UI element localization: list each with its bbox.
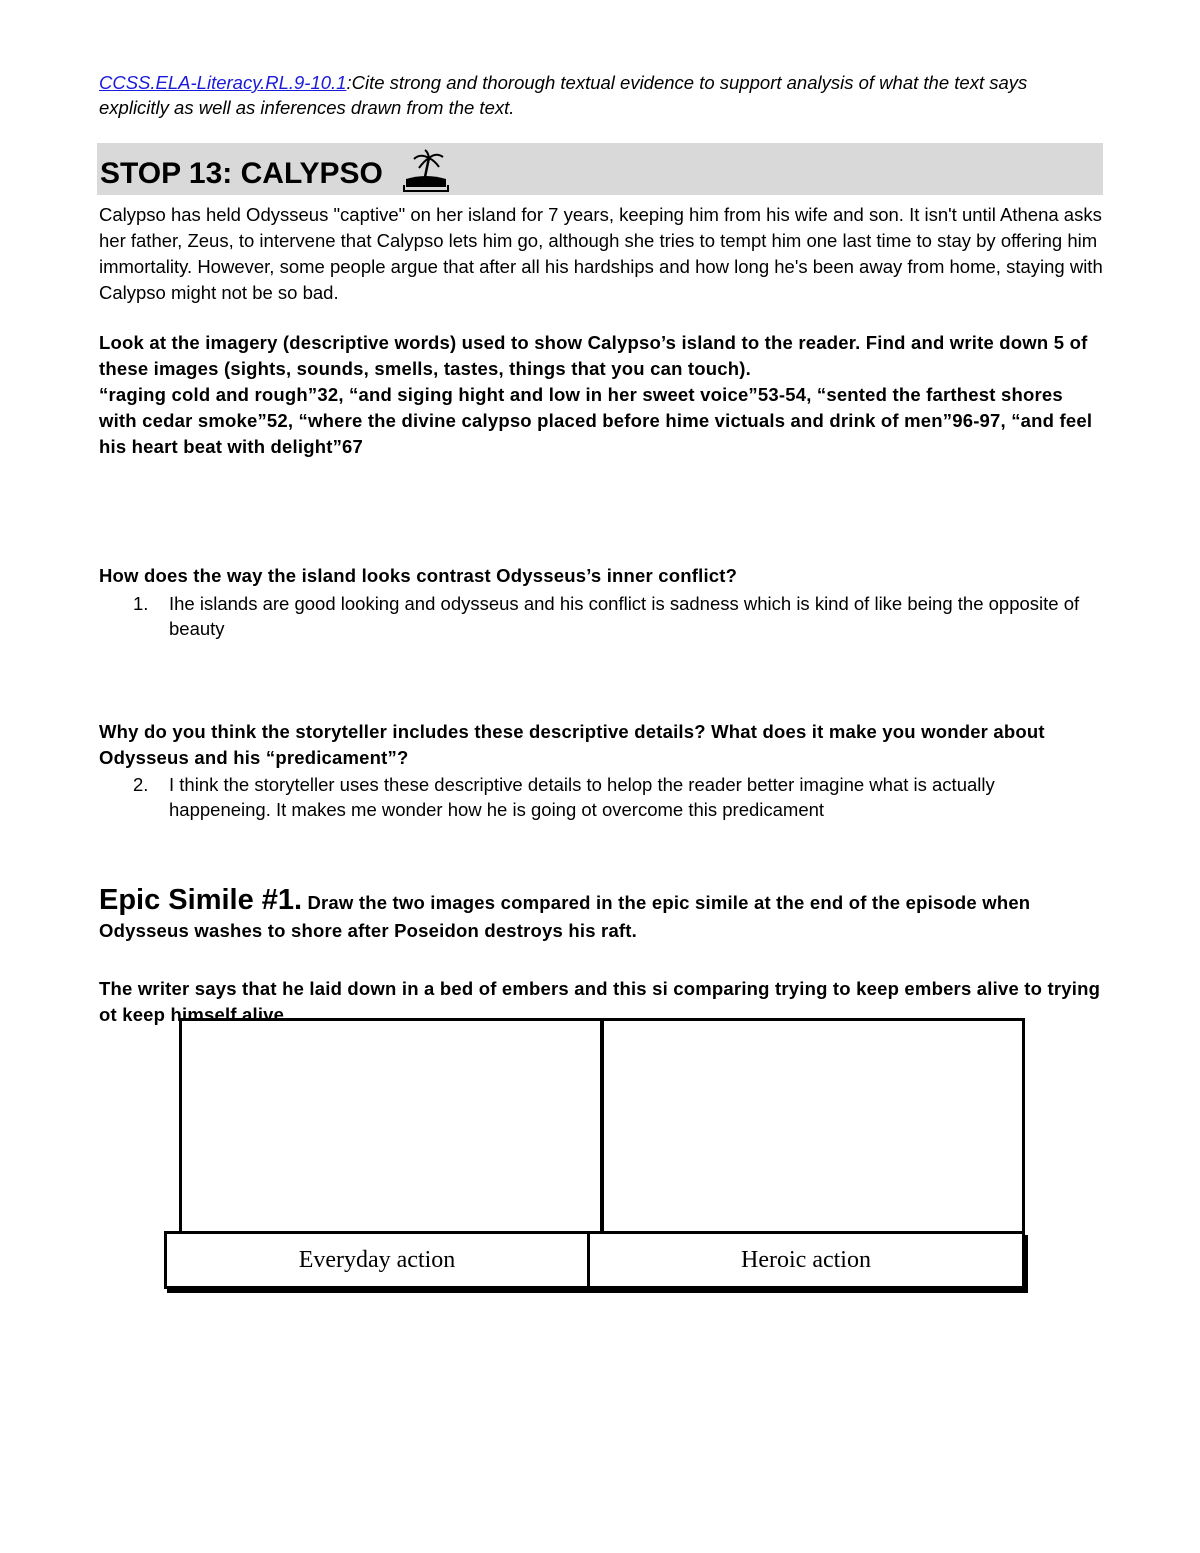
list-number: 1. — [133, 593, 149, 614]
island-icon — [400, 149, 452, 193]
label-heroic-action: Heroic action — [587, 1231, 1025, 1289]
section-title: STOP 13: CALYPSO — [100, 157, 383, 190]
epic-simile-prompt — [99, 886, 1104, 945]
question-contrast-prompt: How does the way the island looks contrast Odysseus’s inner conflict? — [99, 565, 738, 586]
epic-simile-answer: The writer says that he laid down in a bed of embers and this si comparing trying to keep embers alive to trying ot keep himself alive — [99, 978, 1101, 1025]
section-banner — [97, 143, 1103, 195]
question-imagery — [99, 330, 1104, 460]
epic-simile-instructions: Draw the two images compared in the epic simile at the end of the episode when Odysseus washes to shore after Poseidon destroys his raft. — [99, 892, 1031, 941]
standard-text: :Cite strong and thorough textual evidence to support analysis of what the text says explicitly as well as inferences drawn from the text. — [99, 72, 1028, 118]
answer-imagery: “raging cold and rough”32, “and siging hight and low in her sweet voice”53-54, “sented the farthest shores with cedar smoke”52, “where the divine calypso placed before hime victuals and drink of men”96-97, “and feel his heart beat with delight”67 — [99, 384, 1093, 457]
answer-contrast: Ihe islands are good looking and odysseus and his conflict is sadness which is kind of like being the opposite of beauty — [169, 593, 1080, 639]
drawing-box-heroic[interactable] — [600, 1018, 1025, 1234]
answer-details: I think the storyteller uses these descriptive details to helop the reader better imagine what is actually happeneing. It makes me wonder how he is going ot overcome this predicament — [169, 774, 995, 820]
label-everyday-action: Everyday action — [164, 1231, 590, 1289]
intro-paragraph: Calypso has held Odysseus "captive" on her island for 7 years, keeping him from his wife and son. It isn't until Athena asks her father, Zeus, to intervene that Calypso lets him go, although she tries to tempt him one last time to stay by offering him immortality. However, some people argue that after all his hardships and how long he's been away from home, staying with Calypso might not be so bad. — [99, 204, 1103, 303]
standard-link[interactable]: CCSS.ELA-Literacy.RL.9-10.1 — [99, 72, 347, 93]
question-details-prompt: Why do you think the storyteller includes these descriptive details? What does it make you wonder about Odysseus and his “predicament”? — [99, 721, 1045, 768]
list-number: 2. — [133, 774, 149, 795]
standard-statement — [99, 70, 1099, 120]
epic-simile-heading: Epic Simile #1. — [99, 884, 303, 916]
question-imagery-prompt: Look at the imagery (descriptive words) used to show Calypso’s island to the reader. Find and write down 5 of these images (sights, sounds, smells, tastes, things that you can touch). — [99, 332, 1088, 379]
drawing-box-everyday[interactable] — [179, 1018, 604, 1234]
